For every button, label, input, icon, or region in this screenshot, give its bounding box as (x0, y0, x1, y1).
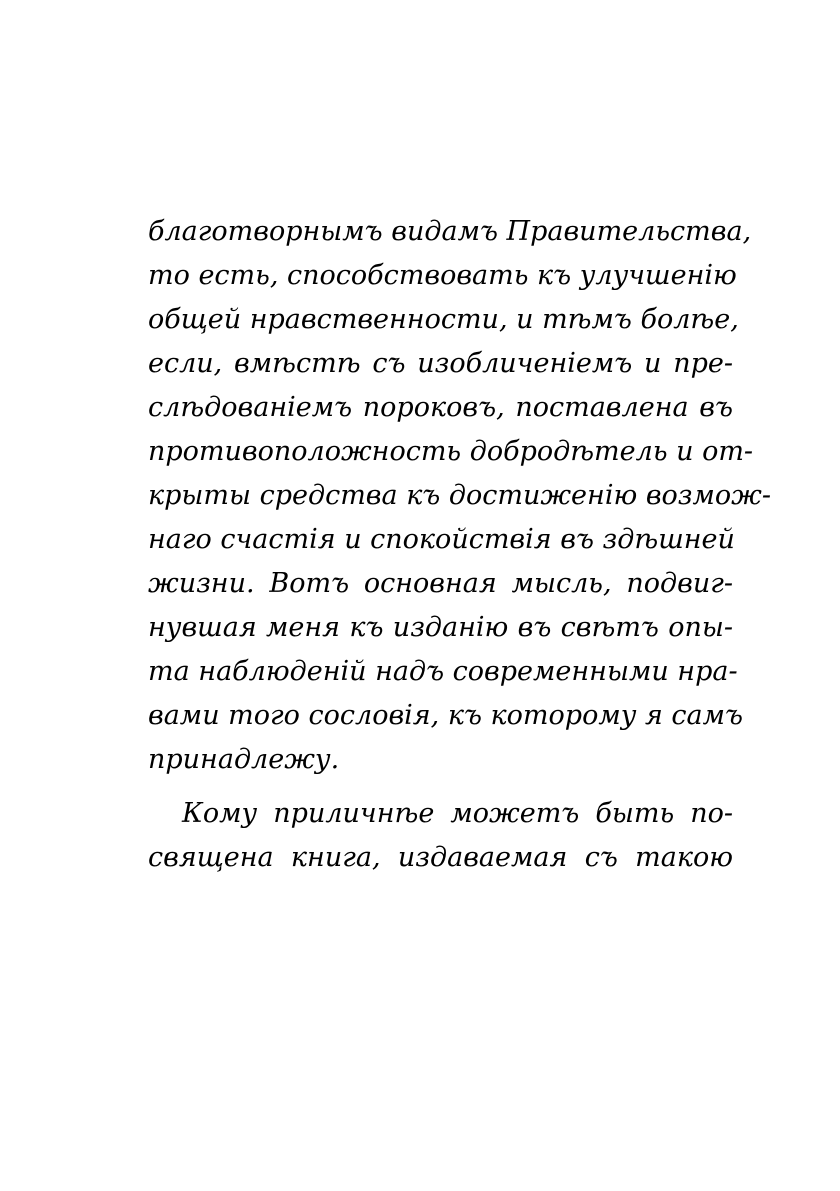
text-line: крыты средства къ достиженію возмож- (148, 480, 771, 511)
text-line: благотворнымъ видамъ Правительства, (148, 216, 752, 247)
text-line: священа книга, издаваемая съ такою (148, 842, 733, 873)
text-line: принадлежу. (148, 744, 340, 775)
text-line: нувшая меня къ изданію въ свѣтъ опы- (148, 612, 733, 643)
text-line: вами того сословія, къ которому я самъ (148, 700, 744, 731)
text-line: если, вмѣстѣ съ изобличеніемъ и пре- (148, 348, 733, 379)
text-line: общей нравственности, и тѣмъ болѣе, (148, 304, 739, 335)
text-line: жизни. Вотъ основная мысль, подвиг- (148, 568, 733, 599)
text-line: противоположность добродѣтель и от- (148, 436, 754, 467)
text-line: наго счастія и спокойствія въ здѣшней (148, 524, 735, 555)
paragraph-first-line: Кому приличнѣе можетъ быть по- (182, 798, 733, 829)
text-line: слѣдованіемъ пороковъ, поставлена въ (148, 392, 733, 423)
text-line: то есть, способствовать къ улучшенію (148, 260, 737, 291)
text-line: та наблюденій надъ современными нра- (148, 656, 738, 687)
